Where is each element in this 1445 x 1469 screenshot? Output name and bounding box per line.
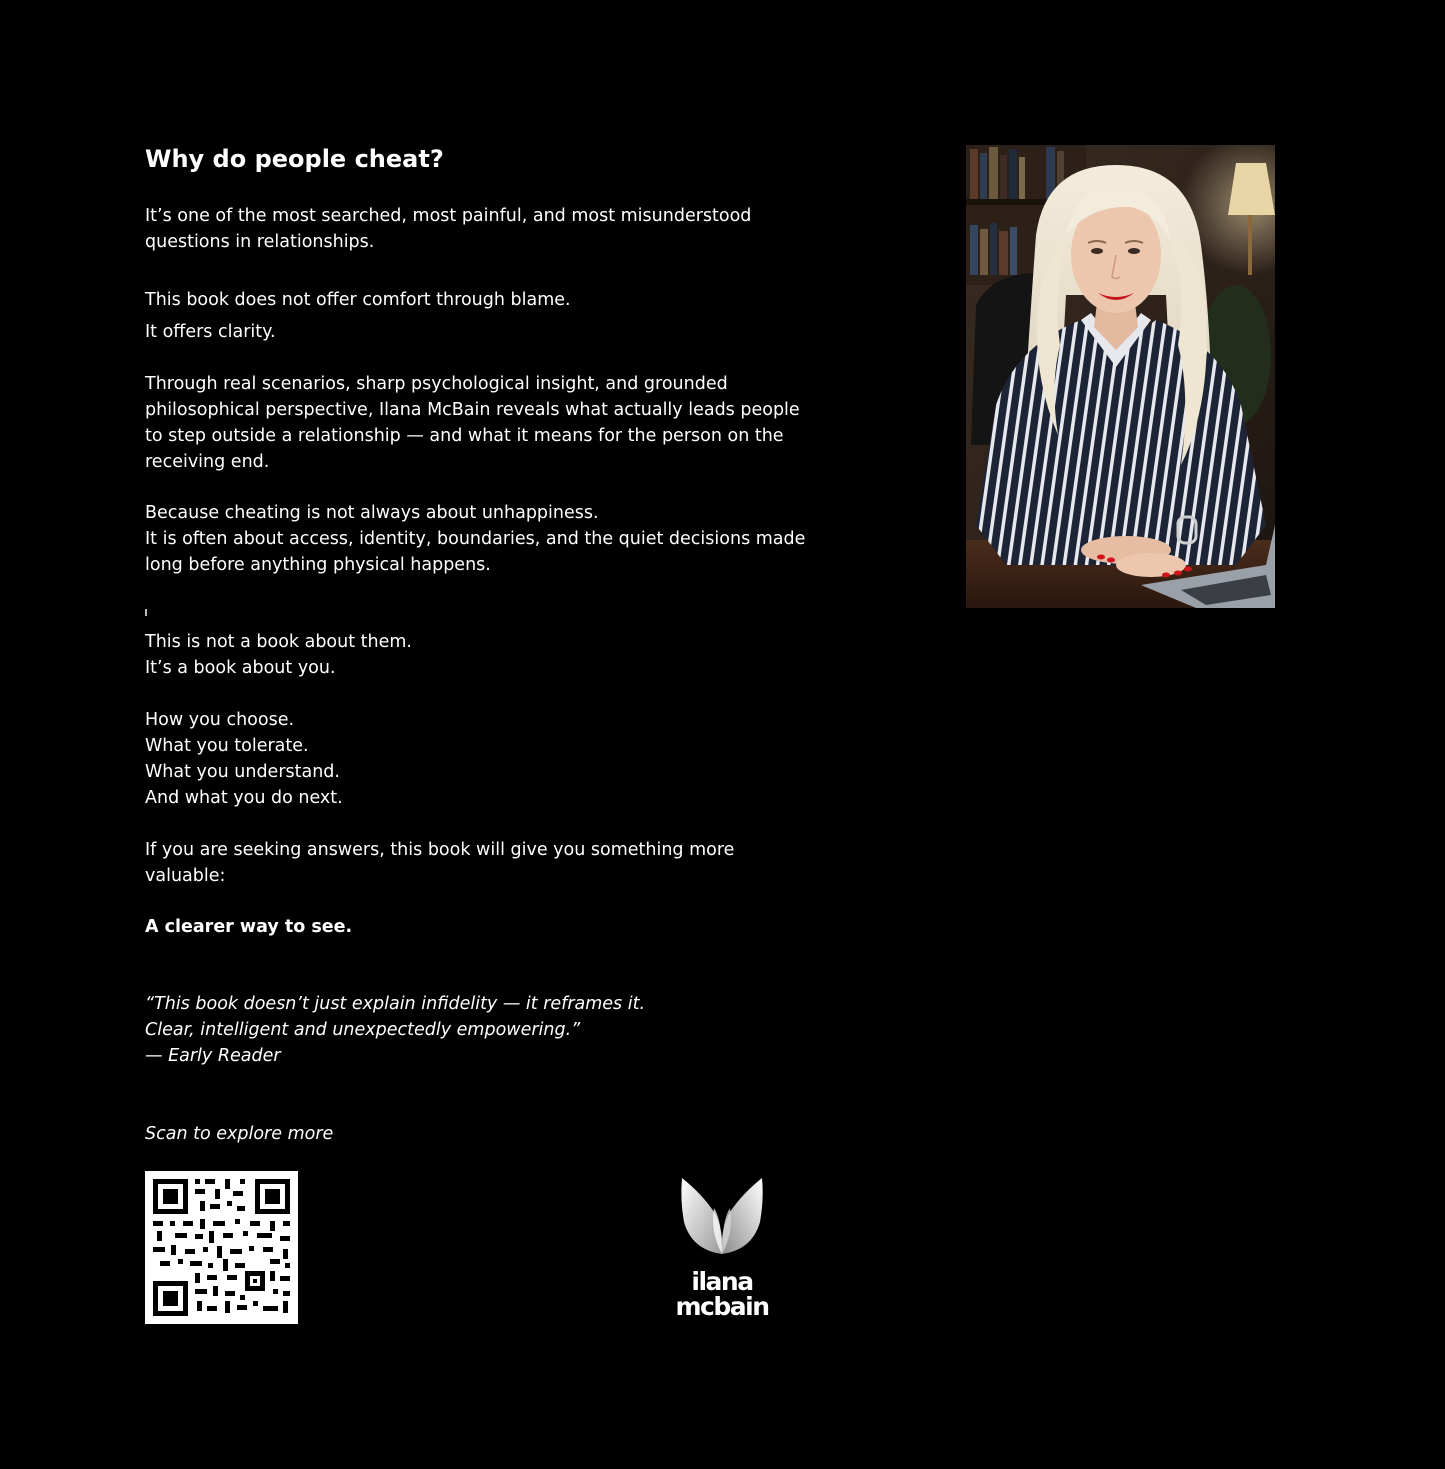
scenarios-line-3: to step outside a relationship — and what it means for the person on the	[145, 426, 784, 446]
headline: Why do people cheat?	[145, 145, 444, 173]
intro-line-2: questions in relationships.	[145, 232, 375, 252]
scenarios-line-1: Through real scenarios, sharp psychological insight, and grounded	[145, 374, 728, 394]
blame-paragraph	[145, 284, 885, 348]
intro-line-1: It’s one of the most searched, most painful, and most misunderstood	[145, 206, 752, 226]
how-line-4: And what you do next.	[145, 788, 343, 808]
because-paragraph	[145, 500, 885, 578]
stray-mark	[145, 609, 147, 616]
leaf-heart-logo-icon	[672, 1172, 772, 1322]
qr-code-icon	[145, 1171, 298, 1324]
scenarios-paragraph	[145, 371, 885, 475]
seeking-line-2: valuable:	[145, 866, 226, 886]
about-paragraph	[145, 629, 885, 681]
clearer-statement	[145, 914, 885, 940]
blame-line-2: It offers clarity.	[145, 322, 276, 342]
logo-line-1: ilana	[691, 1267, 753, 1296]
blame-line-1: This book does not offer comfort through blame.	[145, 290, 571, 310]
how-line-1: How you choose.	[145, 710, 295, 730]
reader-quote	[145, 991, 885, 1069]
seeking-line-1: If you are seeking answers, this book will give you something more	[145, 840, 735, 860]
scan-label	[145, 1121, 885, 1147]
scenarios-line-2: philosophical perspective, Ilana McBain reveals what actually leads people	[145, 400, 800, 420]
quote-attribution: — Early Reader	[145, 1046, 281, 1066]
because-line-1: Because cheating is not always about unhappiness.	[145, 503, 599, 523]
author-portrait-image	[966, 145, 1275, 608]
author-photo	[966, 145, 1275, 608]
about-line-2: It’s a book about you.	[145, 658, 336, 678]
logo-line-2: mcbain	[675, 1292, 769, 1321]
clearer-line: A clearer way to see.	[145, 917, 353, 937]
because-line-3: long before anything physical happens.	[145, 555, 491, 575]
publisher-logo	[672, 1172, 772, 1322]
quote-line-2: Clear, intelligent and unexpectedly empowering.”	[145, 1020, 581, 1040]
intro-paragraph	[145, 203, 885, 255]
how-line-2: What you tolerate.	[145, 736, 309, 756]
about-line-1: This is not a book about them.	[145, 632, 412, 652]
how-line-3: What you understand.	[145, 762, 340, 782]
seeking-paragraph	[145, 837, 885, 889]
because-line-2: It is often about access, identity, boundaries, and the quiet decisions made	[145, 529, 806, 549]
qr-code[interactable]	[145, 1171, 298, 1324]
how-paragraph	[145, 707, 885, 811]
scenarios-line-4: receiving end.	[145, 452, 270, 472]
scan-label-text: Scan to explore more	[145, 1124, 334, 1144]
quote-line-1: “This book doesn’t just explain infidelity — it reframes it.	[145, 994, 646, 1014]
